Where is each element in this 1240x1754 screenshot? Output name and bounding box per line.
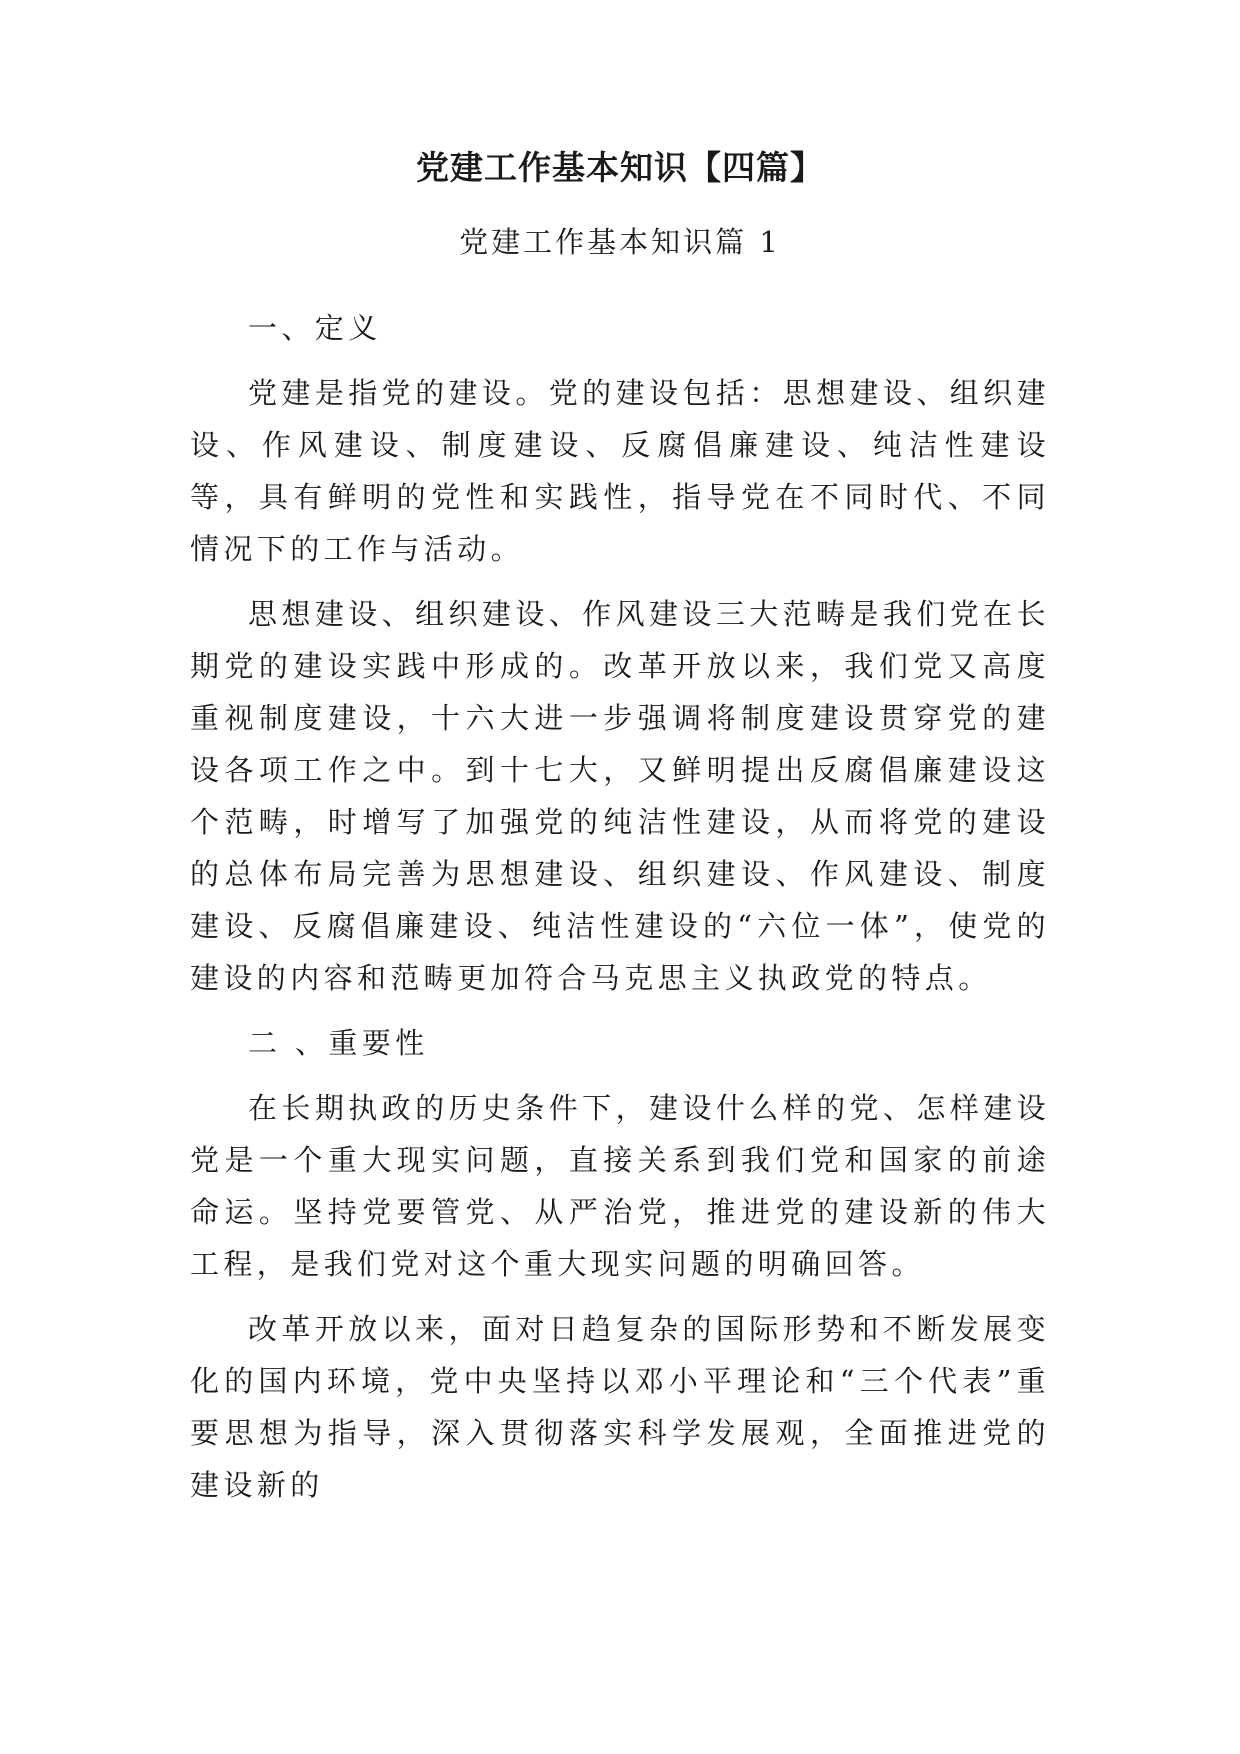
paragraph-reform: 改革开放以来，面对日趋复杂的国际形势和不断发展变化的国内环境，党中央坚持以邓小平理论和“三个代表”重要思想为指导，深入贯彻落实科学发展观，全面推进党的建设新的 xyxy=(190,1312,1050,1502)
section-heading-importance: 二 、重要性 xyxy=(248,1026,429,1060)
document-body xyxy=(190,302,1050,1524)
document-subtitle: 党建工作基本知识篇 1 xyxy=(459,225,781,259)
paragraph-history: 思想建设、组织建设、作风建设三大范畴是我们党在长期党的建设实践中形成的。改革开放以来，我们党又高度重视制度建设，十六大进一步强调将制度建设贯穿党的建设各项工作之中。到十七大，又鲜明提出反腐倡廉建设这个范畴，时增写了加强党的纯洁性建设，从而将党的建设的总体布局完善为思想建设、组织建设、作风建设、制度建设、反腐倡廉建设、纯洁性建设的“六位一体”，使党的建设的内容和范畴更加符合马克思主义执政党的特点。 xyxy=(190,597,1050,995)
section-heading-definition: 一、定义 xyxy=(248,311,382,345)
paragraph-importance: 在长期执政的历史条件下，建设什么样的党、怎样建设党是一个重大现实问题，直接关系到我们党和国家的前途命运。坚持党要管党、从严治党，推进党的建设新的伟大工程，是我们党对这个重大现实问题的明确回答。 xyxy=(190,1091,1050,1281)
document-title: 党建工作基本知识【四篇】 xyxy=(416,148,824,187)
paragraph-definition: 党建是指党的建设。党的建设包括：思想建设、组织建设、作风建设、制度建设、反腐倡廉建设、纯洁性建设等，具有鲜明的党性和实践性，指导党在不同时代、不同情况下的工作与活动。 xyxy=(190,376,1050,566)
